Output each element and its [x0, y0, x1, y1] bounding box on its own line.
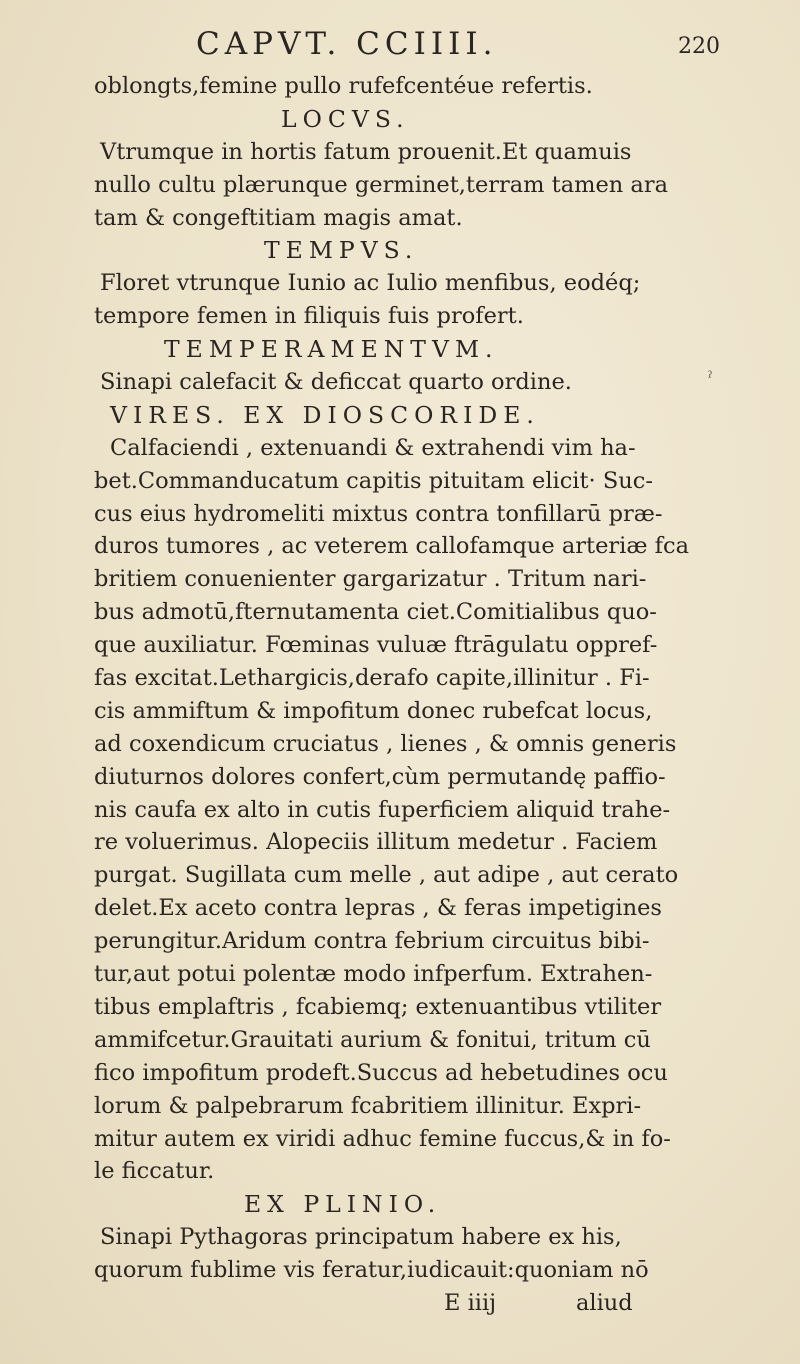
text-line: purgat. Sugillata cum melle , aut adipe , aut cerato — [94, 862, 679, 889]
text-line: bet.Commanducatum capitis pituitam elicit· Suc- — [94, 467, 653, 494]
margin-mark: ˀ — [708, 368, 713, 387]
text-line: fico impofitum prodeft.Succus ad hebetudines ocu — [94, 1059, 668, 1086]
text-line: tibus emplaftris , fcabiemq; extenuantibus vtiliter — [94, 993, 662, 1020]
section-heading: EX PLINIO. — [244, 1190, 442, 1219]
chapter-title: CAPVT. CCIIII. — [196, 26, 498, 62]
text-line: Vtrumque in hortis fatum prouenit.Et quamuis — [100, 138, 632, 165]
section-heading: TEMPVS. — [264, 236, 419, 265]
catchword-line — [94, 1287, 684, 1320]
text-line: tur,aut potui polentæ modo infperfum. Extrahen- — [94, 961, 653, 988]
text-line: duros tumores , ac veterem callofamque arteriæ fca — [94, 533, 690, 560]
text-line: quorum fublime vis feratur,iudicauit:quoniam nō — [94, 1257, 649, 1284]
text-line: lorum & palpebrarum fcabritiem illinitur. Expri- — [94, 1092, 642, 1119]
text-line: bus admotū,fternutamenta ciet.Comitialibus quo- — [94, 599, 657, 626]
text-line: fas excitat.Lethargicis,derafo capite,illinitur . Fi- — [94, 665, 650, 692]
catchword: aliud — [576, 1289, 633, 1316]
text-line: que auxiliatur. Fœminas vuluæ ftrāgulatu oppref- — [94, 632, 658, 659]
text-line: tam & congeftitiam magis amat. — [94, 204, 463, 231]
text-line: mitur autem ex viridi adhuc femine fuccus,& in fo- — [94, 1125, 671, 1152]
text-line: cus eius hydromeliti mixtus contra tonfillarū præ- — [94, 500, 663, 527]
text-line: Sinapi calefacit & deficcat quarto ordine. — [100, 369, 572, 396]
section-heading: TEMPERAMENTVM. — [164, 335, 499, 364]
text-line: perungitur.Aridum contra febrium circuitus bibi- — [94, 928, 650, 955]
text-line: delet.Ex aceto contra lepras , & feras impetigines — [94, 895, 662, 922]
text-line: britiem conuenienter gargarizatur . Tritum nari- — [94, 566, 647, 593]
text-line: cis ammiftum & impofitum donec rubefcat locus, — [94, 697, 653, 724]
text-line: oblongts,femine pullo rufefcentéue refertis. — [94, 73, 593, 99]
section-heading: VIRES. EX DIOSCORIDE. — [110, 400, 540, 429]
section-heading: LOCVS. — [281, 104, 410, 133]
running-head — [0, 22, 800, 66]
folio-number: 220 — [678, 34, 720, 59]
text-line: ammifcetur.Grauitati aurium & fonitui, tritum cū — [94, 1026, 651, 1053]
signature-mark: E iiij — [444, 1289, 497, 1316]
text-line: Calfaciendi , extenuandi & extrahendi vim ha- — [110, 434, 636, 461]
text-line: ad coxendicum cruciatus , lienes , & omnis generis — [94, 730, 677, 757]
text-line: nullo cultu plærunque germinet,terram tamen ara — [94, 171, 669, 198]
text-line: nis caufa ex alto in cutis fuperficiem aliquid trahe- — [94, 796, 671, 823]
text-line: le ficcatur. — [94, 1158, 215, 1185]
text-block — [94, 70, 690, 1320]
text-line: tempore femen in filiquis fuis profert. — [94, 303, 524, 330]
text-line: re voluerimus. Alopeciis illitum medetur . Faciem — [94, 829, 658, 856]
text-line: Floret vtrunque Iunio ac Iulio menfibus, eodéq; — [100, 270, 641, 297]
text-line: Sinapi Pythagoras principatum habere ex his, — [100, 1224, 622, 1251]
text-line: diuturnos dolores confert,cùm permutandę paffio- — [94, 763, 666, 790]
